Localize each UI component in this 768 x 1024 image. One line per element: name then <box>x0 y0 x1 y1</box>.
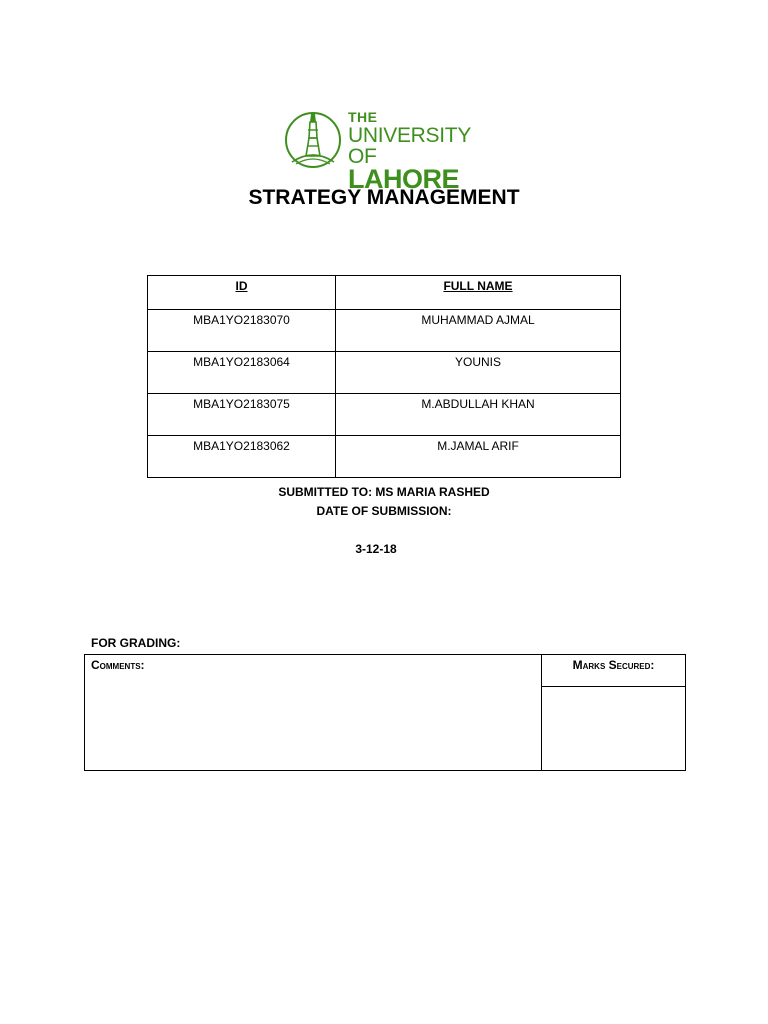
member-name-cell: M.ABDULLAH KHAN <box>336 394 621 436</box>
logo-text-line1: THE <box>348 109 378 125</box>
table-row <box>148 436 621 478</box>
marks-secured-value-cell <box>542 687 686 771</box>
member-id-cell: MBA1YO2183064 <box>148 352 336 394</box>
table-row <box>148 352 621 394</box>
logo-text-line2: UNIVERSITY OF <box>348 124 471 168</box>
date-of-submission-value: 3-12-18 <box>355 542 397 556</box>
column-header-full-name: FULL NAME <box>336 276 621 310</box>
marks-secured-label: Marks Secured: <box>572 658 655 672</box>
table-header-row <box>148 276 621 310</box>
marks-secured-header <box>542 655 686 687</box>
logo-text-line3: LAHORE <box>348 164 459 194</box>
member-id-cell: MBA1YO2183062 <box>148 436 336 478</box>
university-logo <box>282 108 486 194</box>
minar-tower-icon <box>282 108 344 170</box>
for-grading-label: FOR GRADING: <box>91 636 181 650</box>
comments-label: Comments: <box>91 658 145 672</box>
member-name-cell: M.JAMAL ARIF <box>336 436 621 478</box>
comments-cell <box>85 655 542 771</box>
document-title: STRATEGY MANAGEMENT <box>248 186 520 209</box>
grading-table <box>84 654 686 771</box>
member-id-cell: MBA1YO2183075 <box>148 394 336 436</box>
table-row <box>148 394 621 436</box>
table-row <box>148 310 621 352</box>
submitted-to: SUBMITTED TO: MS MARIA RASHED <box>278 485 490 499</box>
member-name-cell: MUHAMMAD AJMAL <box>336 310 621 352</box>
member-id-cell: MBA1YO2183070 <box>148 310 336 352</box>
members-table <box>147 275 621 478</box>
date-of-submission-label: DATE OF SUBMISSION: <box>316 504 452 518</box>
member-name-cell: YOUNIS <box>336 352 621 394</box>
column-header-id: ID <box>148 276 336 310</box>
